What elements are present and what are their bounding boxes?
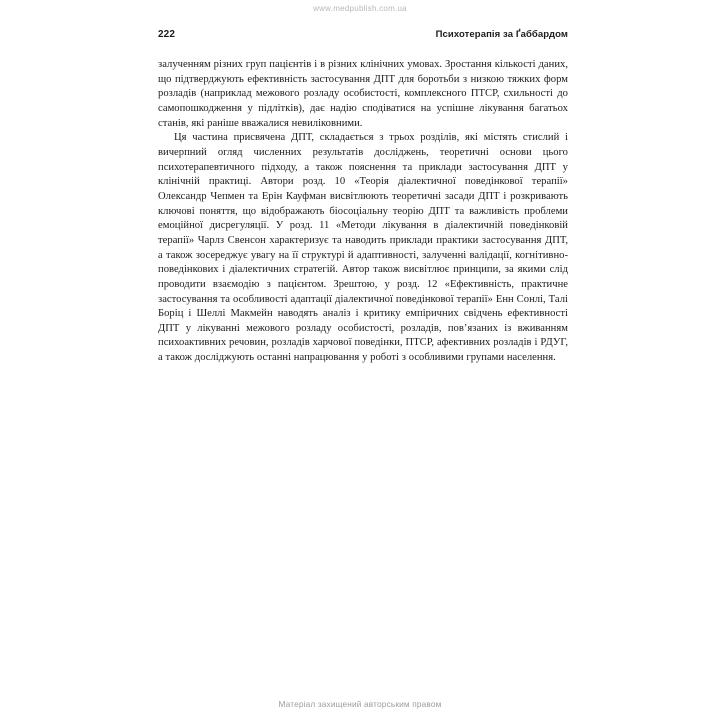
body-text-column [158, 58, 568, 366]
copyright-notice: Матеріал захищений авторським правом [278, 699, 442, 709]
paragraph: залученням різних груп пацієнтів і в різних клінічних умовах. Зростання кількості даних, що підтверджують ефективність застосування ДПТ для боротьби з низкою тяжких форм розладів (наприклад межового розладу особистості, комплексного ПТСР, схильності до самопошкодження у підлітків), дає надію сподіватися на успішне лікування багатьох станів, які раніше вважалися невиліковними. [158, 59, 568, 129]
site-watermark: www.medpublish.com.ua [313, 4, 407, 13]
paragraph: Ця частина присвячена ДПТ, складається з трьох розділів, які містять стислий і вичерпний огляд численних результатів досліджень, теоретичні основи цього психотерапевтичного підходу, а також пояснення та приклади застосування ДПТ у клінічній практиці. Автори розд. 10 «Теорія діалектичної поведінкової терапії» Олександр Чепмен та Ерін Кауфман висвітлюють теоретичні засади ДПТ і розкривають ключові поняття, що відображають біосоціальну теорію ДПТ та важливість проблеми емоційної дисрегуляції. У розд. 11 «Методи лікування в діалектичній поведінковій терапії» Чарлз Свенсон характеризує та наводить приклади практики застосування ДПТ, а також зосереджує увагу на її структурі й адаптивності, залученні валідації, когнітивно-поведінкових і діалектичних стратегій. Автор також висвітлює принципи, за якими слід проводити взаємодію з пацієнтом. Зрештою, у розд. 12 «Ефективність, практичне застосування та особливості адаптації діалектичної поведінкової терапії» Енн Сонлі, Талі Боріц і Шеллі Макмейн наводять аналіз і критику емпіричних свідчень ефективності ДПТ у лікуванні межового розладу особистості, розладів, пов’язаних із вживанням психоактивних речовин, розладів харчової поведінки, ПТСР, афективних розладів і РДУГ, а також досліджують останні напрацювання у роботі з особливими групами населення. [158, 132, 568, 364]
running-head [158, 29, 568, 40]
page-number: 222 [158, 29, 175, 40]
book-title: Психотерапія за Ґаббардом [435, 29, 568, 40]
